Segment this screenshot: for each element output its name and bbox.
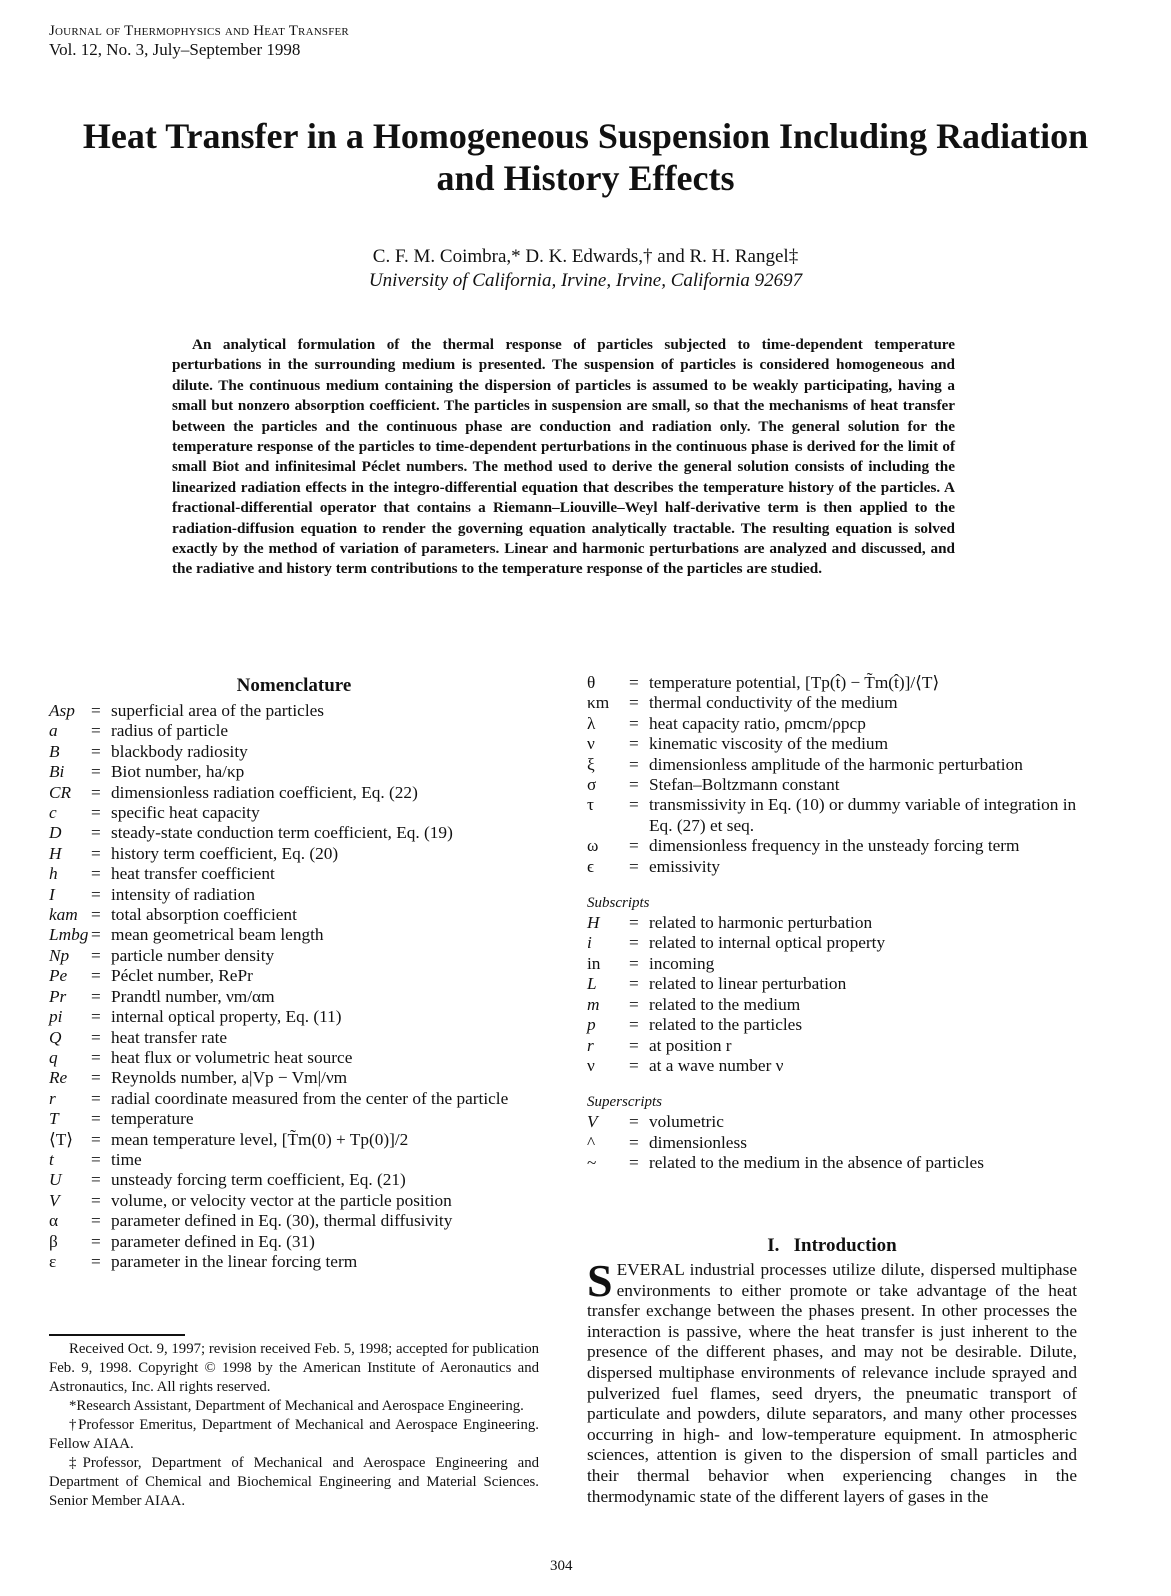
nomenclature-entry [49, 783, 539, 803]
nomenclature-definition: Stefan–Boltzmann constant [649, 775, 840, 795]
nomenclature-definition: specific heat capacity [111, 803, 260, 823]
equals-sign: = [629, 775, 639, 795]
equals-sign: = [91, 1109, 101, 1129]
equals-sign: = [91, 1068, 101, 1088]
nomenclature-right-column [587, 673, 1087, 1174]
nomenclature-entry [587, 857, 1087, 877]
nomenclature-symbol: D [49, 823, 62, 843]
nomenclature-entry [49, 885, 539, 905]
equals-sign: = [91, 925, 101, 945]
equals-sign: = [91, 701, 101, 720]
equals-sign: = [91, 1190, 101, 1210]
nomenclature-symbol: ^ [587, 1132, 596, 1152]
nomenclature-symbol: H [49, 843, 62, 863]
nomenclature-definition: incoming [649, 953, 715, 973]
equals-sign: = [91, 1251, 101, 1271]
nomenclature-symbol: I [49, 884, 55, 904]
nomenclature-definition: Biot number, ha/κp [111, 762, 245, 782]
nomenclature-definition: blackbody radiosity [111, 741, 248, 761]
nomenclature-definition: parameter in the linear forcing term [111, 1251, 358, 1271]
equals-sign: = [91, 945, 101, 965]
nomenclature-definition: temperature potential, [Tp(t̂) − T̃m(t̂)]/⟨T⟩ [649, 673, 940, 692]
equals-sign: = [91, 1170, 101, 1190]
nomenclature-symbol: ν [587, 734, 595, 754]
equals-sign: = [91, 1149, 101, 1169]
nomenclature-entry [587, 836, 1087, 856]
nomenclature-symbol: Lmbg [49, 925, 89, 945]
footnote-author-2: †Professor Emeritus, Department of Mechanical and Aerospace Engineering. Fellow AIAA. [49, 1417, 539, 1452]
superscripts-heading: Superscripts [587, 1094, 662, 1111]
equals-sign: = [91, 864, 101, 884]
nomenclature-entry [49, 721, 539, 741]
nomenclature-entry [587, 974, 1087, 994]
nomenclature-symbol: ~ [587, 1153, 597, 1173]
nomenclature-definition: mean temperature level, [T̃m(0) + Tp(0)]/2 [111, 1129, 409, 1149]
equals-sign: = [91, 966, 101, 986]
nomenclature-definition: Péclet number, RePr [111, 966, 253, 986]
nomenclature-symbol: a [49, 721, 58, 741]
nomenclature-entry [587, 755, 1087, 775]
nomenclature-definition: time [111, 1149, 142, 1169]
nomenclature-definition: related to harmonic perturbation [649, 913, 873, 933]
nomenclature-entry [587, 913, 1087, 933]
nomenclature-entry [49, 1232, 539, 1252]
nomenclature-entry [49, 1191, 539, 1211]
equals-sign: = [629, 1015, 639, 1035]
equals-sign: = [629, 693, 639, 713]
nomenclature-symbol: V [49, 1190, 60, 1210]
nomenclature-entry [587, 1133, 1087, 1153]
nomenclature-definition: at position r [649, 1035, 732, 1055]
equals-sign: = [91, 721, 101, 741]
nomenclature-definition: thermal conductivity of the medium [649, 693, 898, 713]
nomenclature-definition: volumetric [649, 1112, 724, 1132]
equals-sign: = [91, 1129, 101, 1149]
nomenclature-heading: Nomenclature [236, 675, 352, 696]
nomenclature-entry [49, 1048, 539, 1068]
equals-sign: = [629, 673, 639, 692]
nomenclature-symbol: ν [587, 1055, 595, 1075]
equals-sign: = [91, 1088, 101, 1108]
nomenclature-symbol: α [49, 1211, 59, 1231]
nomenclature-entry [587, 1153, 1087, 1173]
nomenclature-definition: dimensionless radiation coefficient, Eq. (22) [111, 782, 418, 802]
nomenclature-entry [49, 864, 539, 884]
equals-sign: = [629, 734, 639, 754]
nomenclature-definition: internal optical property, Eq. (11) [111, 1007, 342, 1027]
nomenclature-entry [49, 1109, 539, 1129]
nomenclature-definition: volume, or velocity vector at the particle position [111, 1190, 452, 1210]
affiliation: University of California, Irvine, Irvine, California 92697 [368, 270, 803, 291]
equals-sign: = [629, 754, 639, 774]
nomenclature-symbol: CR [49, 782, 72, 802]
nomenclature-entry [49, 905, 539, 925]
nomenclature-entry [49, 762, 539, 782]
nomenclature-definition: steady-state conduction term coefficient, Eq. (19) [111, 823, 453, 843]
equals-sign: = [629, 1112, 639, 1132]
nomenclature-definition: Prandtl number, νm/αm [111, 986, 275, 1006]
nomenclature-definition: dimensionless frequency in the unsteady forcing term [649, 836, 1020, 856]
nomenclature-entry [587, 734, 1087, 754]
equals-sign: = [91, 986, 101, 1006]
nomenclature-entry [587, 1015, 1087, 1035]
equals-sign: = [629, 913, 639, 933]
subscripts-heading: Subscripts [587, 895, 650, 912]
equals-sign: = [91, 823, 101, 843]
equals-sign: = [629, 994, 639, 1014]
nomenclature-definition: related to linear perturbation [649, 974, 847, 994]
nomenclature-symbol: in [587, 953, 601, 973]
nomenclature-symbol: Bi [49, 762, 65, 782]
nomenclature-definition: superficial area of the particles [111, 701, 325, 720]
nomenclature-symbol: L [587, 974, 597, 994]
nomenclature-entry [49, 701, 539, 721]
equals-sign: = [629, 1153, 639, 1173]
nomenclature-entry [49, 1150, 539, 1170]
superscripts-list [587, 1112, 1087, 1173]
nomenclature-symbol: ξ [587, 754, 595, 774]
nomenclature-definition: mean geometrical beam length [111, 925, 324, 945]
nomenclature-symbol: t [49, 1149, 54, 1169]
equals-sign: = [91, 1211, 101, 1231]
nomenclature-definition: transmissivity in Eq. (10) or dummy variable of integration in Eq. (27) et seq. [649, 795, 1077, 835]
nomenclature-symbol: ⟨T⟩ [49, 1129, 74, 1149]
equals-sign: = [629, 795, 639, 815]
nomenclature-definition: heat transfer rate [111, 1027, 228, 1047]
page-number: 304 [550, 1558, 573, 1574]
nomenclature-entry [49, 823, 539, 843]
nomenclature-definition: dimensionless amplitude of the harmonic perturbation [649, 754, 1023, 774]
nomenclature-definition: related to internal optical property [649, 933, 886, 953]
equals-sign: = [91, 1047, 101, 1067]
nomenclature-symbol: β [49, 1231, 58, 1251]
nomenclature-definition: temperature [111, 1109, 194, 1129]
nomenclature-symbol: τ [587, 795, 594, 815]
nomenclature-definition: parameter defined in Eq. (31) [111, 1231, 315, 1251]
nomenclature-symbol: h [49, 864, 58, 884]
nomenclature-entry [49, 742, 539, 762]
nomenclature-definition: kinematic viscosity of the medium [649, 734, 889, 754]
nomenclature-definition: emissivity [649, 856, 721, 876]
nomenclature-definition: related to the medium in the absence of particles [649, 1153, 984, 1173]
introduction-heading: I. Introduction [767, 1235, 897, 1256]
nomenclature-entry [587, 693, 1087, 713]
nomenclature-symbol: q [49, 1047, 58, 1067]
nomenclature-symbol: Pe [49, 966, 68, 986]
equals-sign: = [91, 741, 101, 761]
footnote-author-1: *Research Assistant, Department of Mechanical and Aerospace Engineering. [69, 1398, 524, 1414]
equals-sign: = [629, 713, 639, 733]
nomenclature-entry [49, 1068, 539, 1088]
nomenclature-symbol: T [49, 1109, 59, 1129]
nomenclature-entry [587, 673, 1087, 693]
equals-sign: = [91, 803, 101, 823]
nomenclature-symbol: r [49, 1088, 56, 1108]
nomenclature-definition: radial coordinate measured from the center of the particle [111, 1088, 509, 1108]
footnote-author-3: ‡Professor, Department of Mechanical and Aerospace Engineering and Department of Chemical and Biochemical Engineering and Material Sciences. Senior Member AIAA. [49, 1455, 539, 1509]
nomenclature-definition: parameter defined in Eq. (30), thermal diffusivity [111, 1211, 453, 1231]
drop-cap: S [587, 1255, 613, 1306]
abstract: An analytical formulation of the thermal response of particles subjected to time-dependent temperature perturbations in the surrounding medium is presented. The suspension of particles is considered homogeneous and dilute. The continuous medium containing the dispersion of particles is assumed to be weakly participating, having a small but nonzero absorption coefficient. The particles in suspension are small, so that the mechanisms of heat transfer between the particles and the continuous phase are conduction and radiation only. The general solution for the temperature response of the particles to time-dependent perturbations in the continuous phase is derived for the limit of small Biot and infinitesimal Péclet numbers. The method used to derive the general solution consists of including the linearized radiation effects in the integro-differential equation that describes the temperature history of the particles. A fractional-differential operator that contains a Riemann–Liouville–Weyl half-derivative term is then applied to the radiation-diffusion equation to render the governing equation analytically tractable. The resulting equation is solved exactly by the method of variation of parameters. Linear and harmonic perturbations are analyzed and discussed, and the radiative and history term contributions to the temperature response of the particles are studied. [172, 336, 955, 578]
equals-sign: = [629, 974, 639, 994]
nomenclature-entry [49, 1211, 539, 1231]
nomenclature-symbol: U [49, 1170, 62, 1190]
nomenclature-symbol: ϵ [587, 856, 594, 876]
nomenclature-symbol: m [587, 994, 600, 1014]
nomenclature-symbol: Np [49, 945, 70, 965]
nomenclature-symbol: λ [587, 713, 596, 733]
nomenclature-entry [587, 995, 1087, 1015]
nomenclature-symbol: θ [587, 673, 596, 692]
authors: C. F. M. Coimbra,* D. K. Edwards,† and R. H. Rangel‡ [372, 246, 799, 267]
equals-sign: = [629, 953, 639, 973]
nomenclature-definition: heat capacity ratio, ρmcm/ρpcp [649, 713, 866, 733]
equals-sign: = [629, 1055, 639, 1075]
nomenclature-entry [49, 803, 539, 823]
equals-sign: = [629, 1035, 639, 1055]
nomenclature-entry [587, 954, 1087, 974]
nomenclature-entry [49, 1028, 539, 1048]
equals-sign: = [91, 1007, 101, 1027]
equals-sign: = [91, 905, 101, 925]
paper-title: Heat Transfer in a Homogeneous Suspension Including Radiation and History Effects [82, 116, 1089, 198]
nomenclature-symbol: kam [49, 905, 78, 925]
nomenclature-entry [49, 1089, 539, 1109]
equals-sign: = [91, 762, 101, 782]
nomenclature-definition: heat transfer coefficient [111, 864, 275, 884]
nomenclature-entry [587, 1056, 1087, 1076]
nomenclature-symbol: ε [49, 1251, 57, 1271]
nomenclature-definition: dimensionless [649, 1132, 747, 1152]
nomenclature-definition: Reynolds number, a|Vp − Vm|/νm [111, 1068, 348, 1088]
nomenclature-entry [587, 775, 1087, 795]
nomenclature-left-column [49, 701, 539, 1272]
nomenclature-definition: at a wave number ν [649, 1055, 784, 1075]
nomenclature-entry [49, 1170, 539, 1190]
nomenclature-definition: history term coefficient, Eq. (20) [111, 843, 339, 863]
nomenclature-entry [49, 1007, 539, 1027]
nomenclature-entry [49, 966, 539, 986]
nomenclature-definition: total absorption coefficient [111, 905, 297, 925]
nomenclature-definition: radius of particle [111, 721, 229, 741]
nomenclature-definition: intensity of radiation [111, 884, 255, 904]
nomenclature-definition: related to the medium [649, 994, 801, 1014]
introduction-text: EVERAL industrial processes utilize dilute, dispersed multiphase environments to either promote or take advantage of the heat transfer exchange between the phases present. In other processes the interaction is passive, where the heat transfer is just inherent to the presence of the different phases, and may not be desirable. Dilute, dispersed multiphase environments of relevance include sprayed and pulverized fuel flames, seed dryers, the pneumatic transport of particulate and powders, dilute separators, and many other processes occurring in high- and low-temperature equipment. In atmospheric sciences, attention is given to the dispersion of small particles and their thermal behavior when experiencing changes in the thermodynamic state of the different layers of gases in the [587, 1260, 1077, 1506]
nomenclature-entry [587, 714, 1087, 734]
nomenclature-symbol: Q [49, 1027, 62, 1047]
footnote-received: Received Oct. 9, 1997; revision received Feb. 5, 1998; accepted for publication Feb. 9, 1998. Copyright © 1998 by the American Institute of Aeronautics and Astronautics, Inc. All rights reserved. [49, 1341, 539, 1395]
nomenclature-symbol: Pr [49, 986, 67, 1006]
nomenclature-definition: heat flux or volumetric heat source [111, 1047, 353, 1067]
nomenclature-symbol: ω [587, 836, 599, 856]
nomenclature-entry [49, 1252, 539, 1272]
volume-info: Vol. 12, No. 3, July–September 1998 [49, 40, 301, 59]
nomenclature-entry [49, 987, 539, 1007]
greek-symbols-list [587, 673, 1087, 877]
nomenclature-entry [587, 1112, 1087, 1132]
nomenclature-symbol: c [49, 803, 57, 823]
introduction-body [587, 1255, 1077, 1507]
nomenclature-symbol: H [587, 913, 600, 933]
equals-sign: = [629, 1132, 639, 1152]
nomenclature-entry [49, 925, 539, 945]
nomenclature-symbol: pi [49, 1007, 63, 1027]
nomenclature-symbol: σ [587, 775, 597, 795]
equals-sign: = [91, 1231, 101, 1251]
nomenclature-entry [587, 933, 1087, 953]
nomenclature-symbol: Re [49, 1068, 68, 1088]
nomenclature-symbol: Asp [49, 701, 75, 720]
equals-sign: = [91, 1027, 101, 1047]
equals-sign: = [629, 933, 639, 953]
journal-name: Journal of Thermophysics and Heat Transfer [49, 23, 349, 39]
nomenclature-entry [49, 844, 539, 864]
subscripts-list [587, 913, 1087, 1076]
nomenclature-symbol: κm [587, 693, 610, 713]
equals-sign: = [91, 843, 101, 863]
nomenclature-symbol: V [587, 1112, 598, 1132]
footnote-rule [49, 1334, 185, 1336]
equals-sign: = [91, 782, 101, 802]
nomenclature-entry [49, 946, 539, 966]
nomenclature-symbol: B [49, 741, 60, 761]
nomenclature-entry [587, 1036, 1087, 1056]
nomenclature-definition: particle number density [111, 945, 275, 965]
nomenclature-definition: related to the particles [649, 1015, 803, 1035]
equals-sign: = [91, 884, 101, 904]
equals-sign: = [629, 836, 639, 856]
nomenclature-symbol: r [587, 1035, 594, 1055]
nomenclature-symbol: p [587, 1015, 596, 1035]
equals-sign: = [629, 856, 639, 876]
nomenclature-entry [49, 1130, 539, 1150]
nomenclature-entry [587, 795, 1087, 836]
footnotes [49, 1340, 539, 1511]
nomenclature-symbol: i [587, 933, 592, 953]
nomenclature-definition: unsteady forcing term coefficient, Eq. (21) [111, 1170, 406, 1190]
